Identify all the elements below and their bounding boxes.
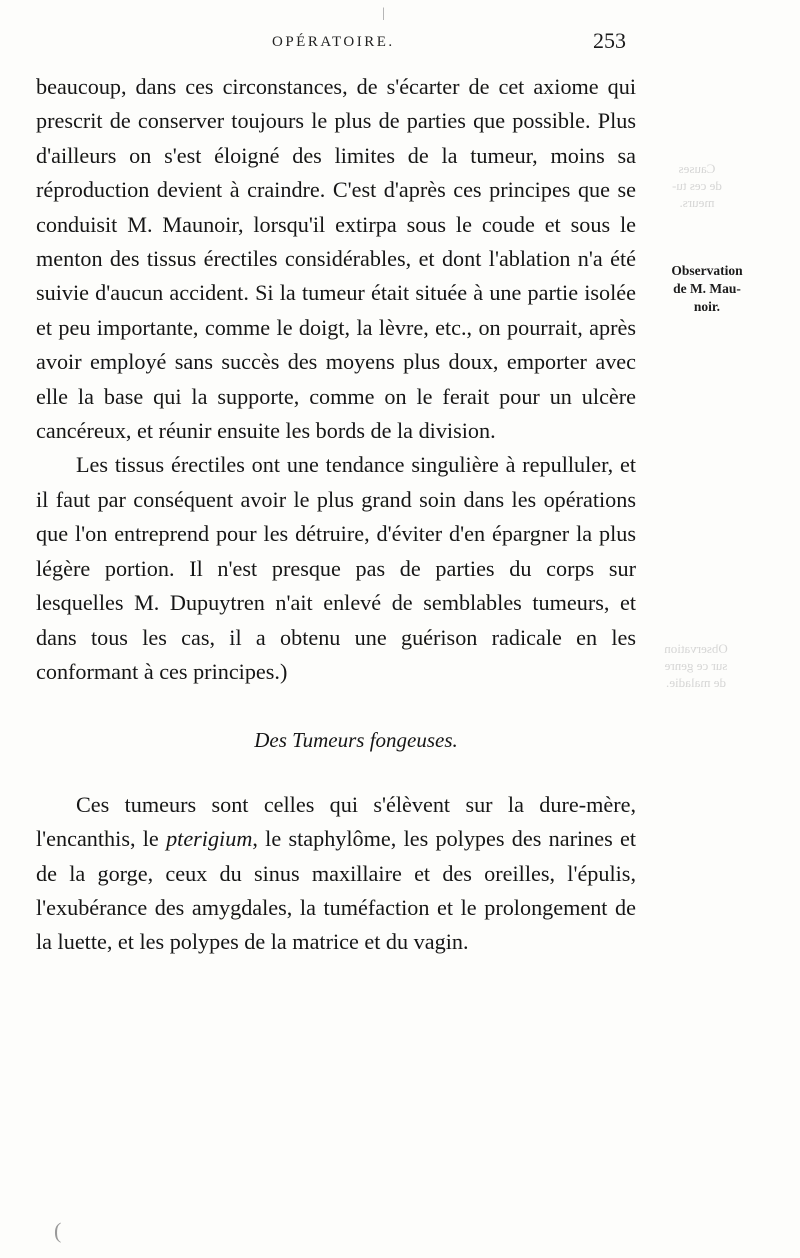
section-title: Des Tumeurs fongeuses. [254,728,458,753]
show-through-right-2: Observation sur ce genre de maladie. [664,641,728,690]
margin-note-line-1: Observation [671,263,743,278]
page-number: 253 [593,28,626,53]
main-text [36,70,636,960]
margin-note [641,262,773,316]
paragraph-1: beaucoup, dans ces circonstances, de s'écarter de cet axiome qui prescrit de conserver toujours le plus de parties que possible. Plus d'ailleurs on s'est éloigné des limites de la tumeur, moins sa réproduction devient à craindre. C'est d'après ces principes que se conduisit M. Maunoir, lorsqu'il extirpa sous le coude et sous le menton des tissus érectiles considérables, et dont l'ablation n'a été suivie d'aucun accident. Si la tumeur était située à une partie isolée et peu importante, comme le doigt, la lèvre, etc., on pourrait, après avoir employé sans succès des moyens plus doux, emporter avec elle la base qui la supporte, comme on le ferait pour un ulcère cancéreux, et réunir ensuite les bords de la division. [36,74,636,444]
paragraph-3-part-1: Ces tumeurs sont celles qui s'élèvent sur la dure-mère, l'encanthis, le [36,791,636,852]
paragraph-3 [36,788,636,960]
page-mark-1: ( [54,1218,62,1243]
running-head: OPÉRATOIRE. [272,34,395,50]
show-through-right-1: Causes de ces tu- meurs. [672,161,722,210]
paragraph-3-part-2: , le staphylôme, les polypes des narines et de la gorge, ceux du sinus maxillaire et des oreilles, l'épulis, l'exubérance des amygdales, la tuméfaction et le prolongement de la luette, et les polypes de la matrice et du vagin. [36,826,636,955]
paragraph-2: Les tissus érectiles ont une tendance singulière à repulluler, et il faut par conséquent avoir le plus grand soin dans les opérations que l'on entreprend pour les détruire, d'éviter d'en épargner la plus légère portion. Il n'est presque pas de parties du corps sur lesquelles M. Dupuytren n'ait enlevé de semblables tumeurs, et dans tous les cas, il a obtenu une guérison radicale en les conformant à ces principes.) [36,452,636,684]
margin-note-line-3: noir. [693,299,721,314]
margin-note-line-2: de M. Mau- [673,281,741,296]
page-mark-2: | [382,6,385,21]
page-header [40,28,630,64]
paragraph-3-italic-term: pterigium [166,826,253,852]
